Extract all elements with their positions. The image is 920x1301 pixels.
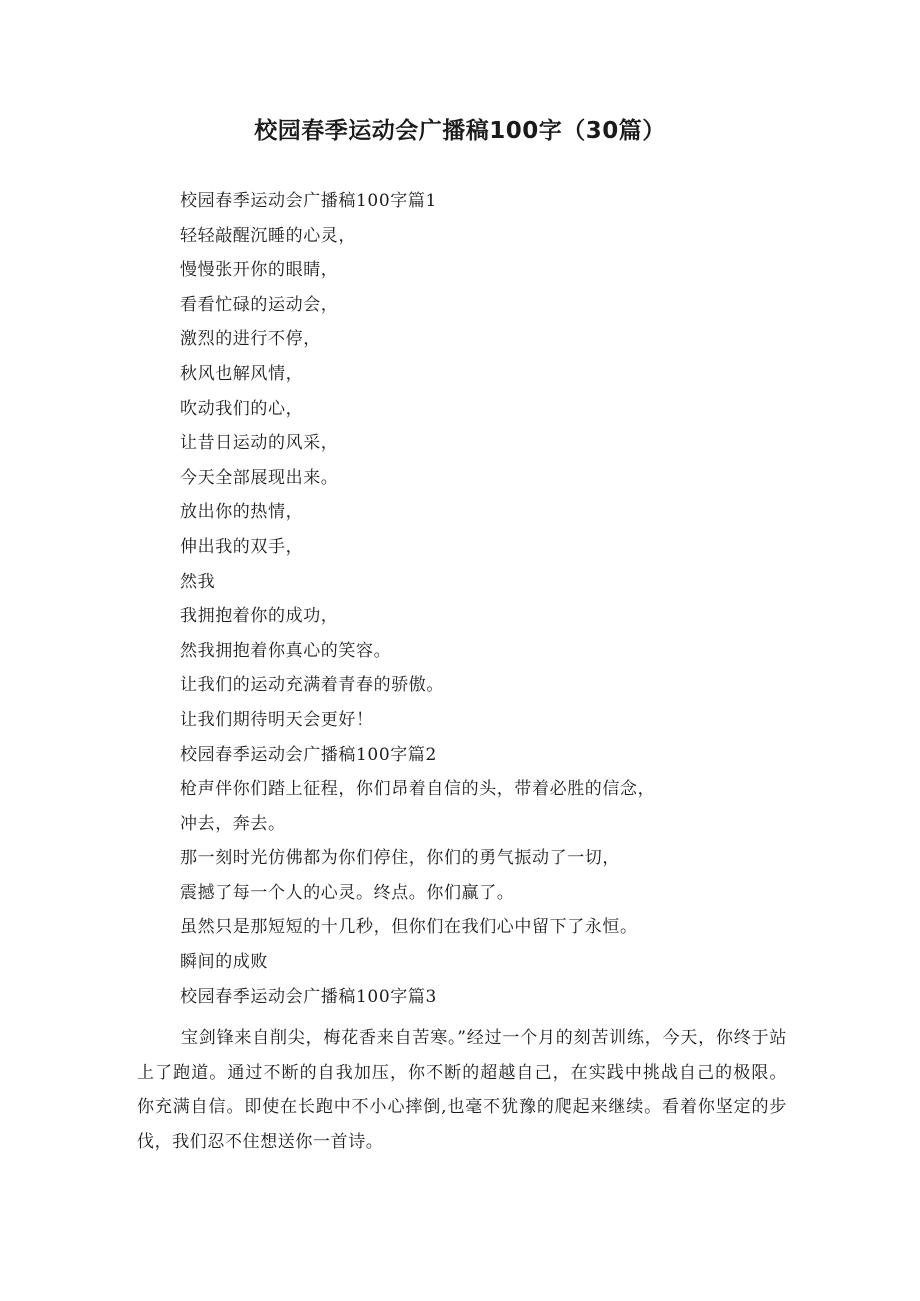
text-line: 冲去，奔去。 bbox=[180, 813, 286, 834]
text-lines bbox=[180, 184, 800, 1014]
text-line: 轻轻敲醒沉睡的心灵， bbox=[180, 225, 356, 246]
document-title: 校园春季运动会广播稿100字（30篇） bbox=[254, 118, 666, 144]
text-line: 那一刻时光仿佛都为你们停住，你们的勇气振动了一切， bbox=[180, 848, 620, 869]
section-heading-1: 校园春季运动会广播稿100字篇1 bbox=[180, 191, 437, 211]
section-heading-2: 校园春季运动会广播稿100字篇2 bbox=[180, 744, 437, 765]
text-line: 激烈的进行不停， bbox=[180, 329, 321, 350]
text-line: 吹动我们的心， bbox=[180, 398, 304, 419]
text-line: 我拥抱着你的成功， bbox=[180, 606, 339, 627]
text-line: 让我们期待明天会更好！ bbox=[180, 709, 374, 730]
text-line: 看看忙碌的运动会， bbox=[180, 294, 339, 315]
section-heading-3: 校园春季运动会广播稿100字篇3 bbox=[180, 986, 437, 1007]
body-paragraph: 宝剑锋来自削尖，梅花香来自苦寒。”经过一个月的刻苦训练，今天，你终于站上了跑道。通过不断的自我加压，你不断的超越自己，在实践中挑战自己的极限。你充满自信。即使在长跑中不小心摔倒,也毫不犹豫的爬起来继续。看着你坚定的步伐，我们忍不住想送你一首诗。 bbox=[137, 1028, 787, 1152]
text-line: 秋风也解风情， bbox=[180, 363, 304, 384]
text-line: 瞬间的成败 bbox=[180, 952, 268, 973]
text-line: 然我 bbox=[180, 571, 216, 592]
text-line: 慢慢张开你的眼睛， bbox=[180, 260, 339, 281]
text-line: 让昔日运动的风采， bbox=[180, 433, 339, 454]
text-line: 然我拥抱着你真心的笑容。 bbox=[180, 640, 392, 661]
text-line: 枪声伴你们踏上征程，你们昂着自信的头，带着必胜的信念， bbox=[180, 779, 656, 800]
text-line: 放出你的热情， bbox=[180, 502, 304, 523]
text-line: 让我们的运动充满着青春的骄傲。 bbox=[180, 675, 444, 696]
text-line: 今天全部展现出来。 bbox=[180, 467, 339, 488]
text-line: 伸出我的双手， bbox=[180, 536, 304, 557]
text-line: 虽然只是那短短的十几秒，但你们在我们心中留下了永恒。 bbox=[180, 917, 638, 938]
text-line: 震撼了每一个人的心灵。终点。你们赢了。 bbox=[180, 882, 515, 903]
